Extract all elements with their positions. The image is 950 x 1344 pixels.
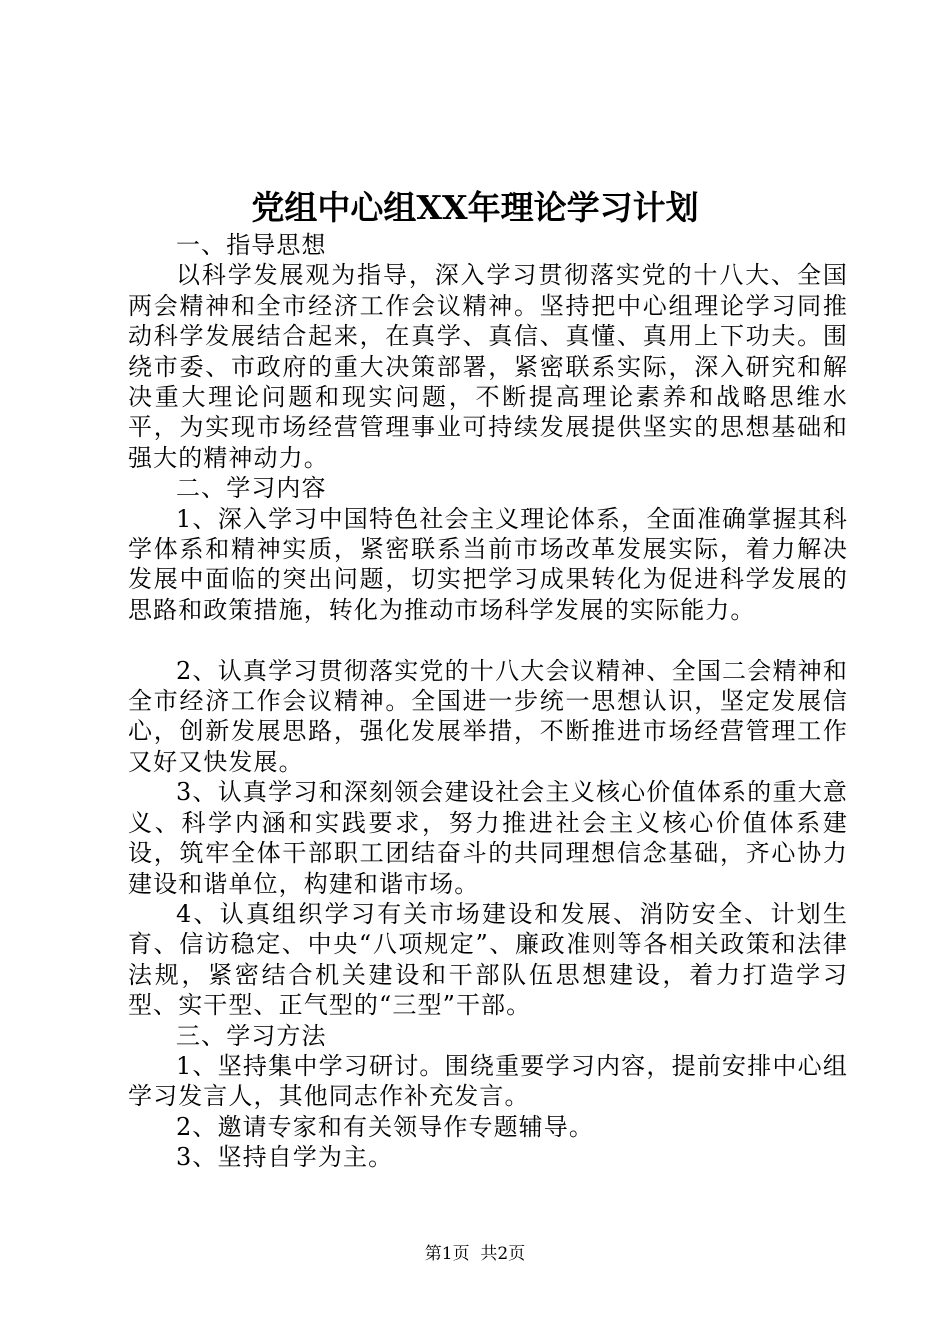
footer-separator [470,1244,481,1264]
section-heading: 一、指导思想 [176,231,327,259]
body-paragraph: 2、邀请专家和有关领导作专题辅导。 [176,1112,594,1141]
document-body [128,230,848,1173]
page-total: 共2页 [480,1244,526,1264]
body-paragraph: 1、坚持集中学习研讨。围绕重要学习内容，提前安排中心组学习发言人，其他同志作补充发言。 [128,1051,848,1111]
section-heading: 三、学习方法 [176,1021,327,1050]
body-paragraph: 3、坚持自学为主。 [176,1143,394,1172]
page-number: 第1页 [424,1244,470,1264]
body-paragraph: 4、认真组织学习有关市场建设和发展、消防安全、计划生育、信访稳定、中央“八项规定”、廉政准则等各相关政策和法律法规，紧密结合机关建设和干部队伍思想建设，着力打造学习型、实干型、正气型的“三型”干部。 [128,899,848,1020]
section-heading: 二、学习内容 [176,474,327,503]
body-paragraph: 2、认真学习贯彻落实党的十八大会议精神、全国二会精神和全市经济工作会议精神。全国进一步统一思想认识，坚定发展信心，创新发展思路，强化发展举措，不断推进市场经营管理工作又好又快发展。 [128,656,848,776]
body-paragraph: 1、深入学习中国特色社会主义理论体系，全面准确掌握其科学体系和精神实质，紧密联系当前市场改革发展实际，着力解决发展中面临的突出问题，切实把学习成果转化为促进科学发展的思路和政策措施，转化为推动市场科学发展的实际能力。 [128,504,848,624]
body-paragraph: 以科学发展观为指导，深入学习贯彻落实党的十八大、全国两会精神和全市经济工作会议精神。坚持把中心组理论学习同推动科学发展结合起来，在真学、真信、真懂、真用上下功夫。围绕市委、市政府的重大决策部署，紧密联系实际，深入研究和解决重大理论问题和现实问题，不断提高理论素养和战略思维水平，为实现市场经营管理事业可持续发展提供坚实的思想基础和强大的精神动力。 [128,261,848,472]
document-title: 党组中心组XX年理论学习计划 [251,188,699,227]
page-footer [0,1242,950,1266]
body-paragraph: 3、认真学习和深刻领会建设社会主义核心价值体系的重大意义、科学内涵和实践要求，努力推进社会主义核心价值体系建设，筑牢全体干部职工团结奋斗的共同理想信念基础，齐心协力建设和谐单位，构建和谐市场。 [128,778,848,898]
